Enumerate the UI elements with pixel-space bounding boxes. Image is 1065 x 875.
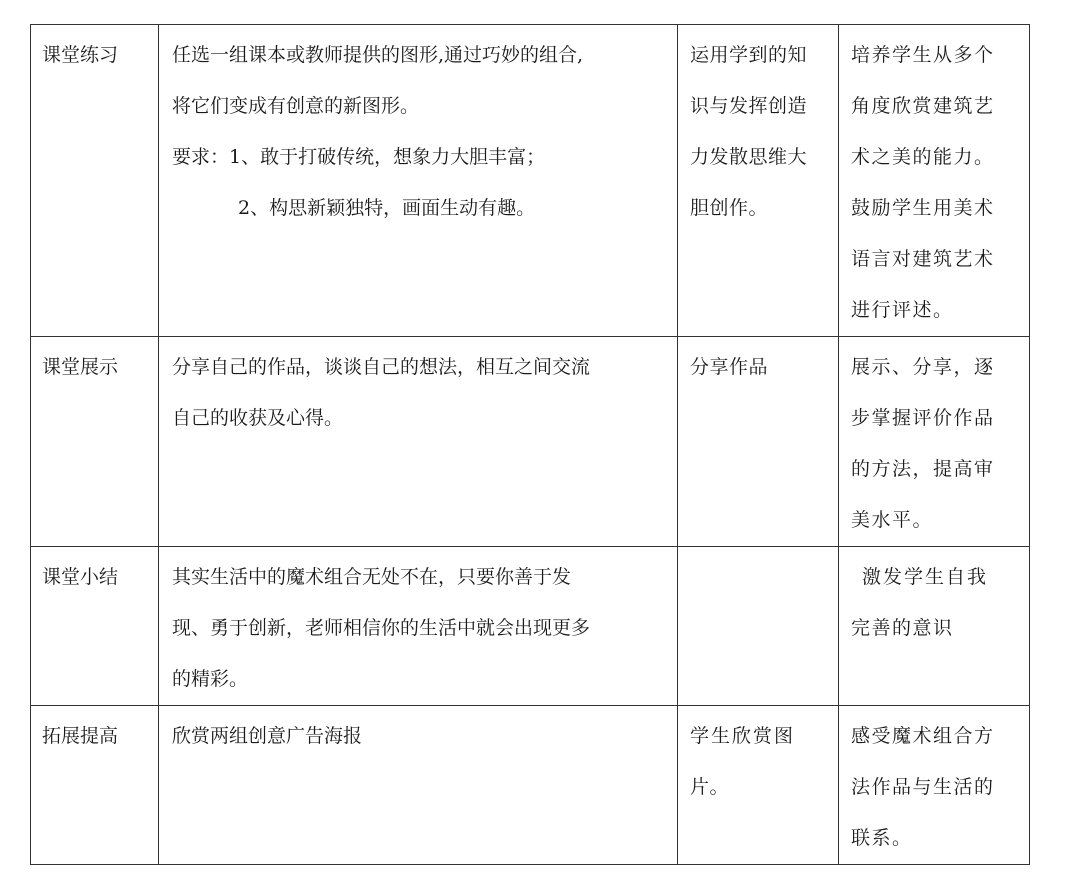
- content-line: 分享自己的作品，谈谈自己的想法，相互之间交流: [172, 356, 591, 378]
- content-line: 将它们变成有创意的新图形。: [172, 95, 420, 117]
- student-activity-cell: [678, 337, 839, 547]
- student-line: 学生欣赏图: [690, 725, 796, 747]
- content-cell: [159, 337, 678, 547]
- content-cell: [159, 25, 678, 337]
- content-line: 现、勇于创新，老师相信你的生活中就会出现更多: [172, 617, 591, 639]
- purpose-line: 展示、分享，逐: [851, 356, 995, 378]
- purpose-line: 法作品与生活的: [851, 776, 995, 798]
- purpose-cell: [839, 706, 1030, 865]
- content-line: 其实生活中的魔术组合无处不在，只要你善于发: [172, 566, 572, 588]
- purpose-line: 培养学生从多个: [851, 44, 995, 66]
- student-line: 片。: [690, 776, 730, 798]
- stage-cell: [31, 706, 159, 865]
- student-activity-cell: [678, 547, 839, 706]
- stage-label: 课堂练习: [42, 44, 119, 66]
- purpose-line: 鼓励学生用美术: [851, 197, 995, 219]
- purpose-line: 角度欣赏建筑艺: [851, 95, 995, 117]
- purpose-cell: [839, 337, 1030, 547]
- student-line: 力发散思维大: [690, 146, 808, 168]
- student-activity-cell: [678, 25, 839, 337]
- content-line: 2、构思新颖独特，画面生动有趣。: [238, 197, 536, 219]
- purpose-line: 术之美的能力。: [851, 146, 995, 168]
- content-line: 的精彩。: [172, 668, 249, 690]
- student-line: 运用学到的知: [690, 44, 808, 66]
- student-activity-cell: [678, 706, 839, 865]
- content-cell: [159, 547, 678, 706]
- table-row: [31, 706, 1030, 865]
- table-row: [31, 547, 1030, 706]
- student-line: 识与发挥创造: [690, 95, 808, 117]
- content-cell: [159, 706, 678, 865]
- purpose-line: 激发学生自我: [862, 566, 989, 588]
- stage-cell: [31, 547, 159, 706]
- purpose-line: 进行评述。: [851, 299, 954, 321]
- stage-label: 拓展提高: [42, 725, 119, 747]
- content-line: 任选一组课本或教师提供的图形,通过巧妙的组合,: [172, 44, 584, 66]
- student-line: 分享作品: [690, 356, 769, 378]
- table-row: [31, 25, 1030, 337]
- content-line: 要求：1、敢于打破传统，想象力大胆丰富；: [172, 146, 546, 168]
- purpose-cell: [839, 547, 1030, 706]
- purpose-cell: [839, 25, 1030, 337]
- stage-label: 课堂小结: [42, 566, 119, 588]
- table-row: [31, 337, 1030, 547]
- lesson-plan-table: [30, 24, 1030, 865]
- stage-cell: [31, 25, 159, 337]
- purpose-line: 步掌握评价作品: [851, 407, 995, 429]
- content-line: 欣赏两组创意广告海报: [172, 725, 363, 747]
- purpose-line: 的方法，提高审: [851, 458, 995, 480]
- student-line: 胆创作。: [690, 197, 769, 219]
- purpose-line: 美水平。: [851, 509, 934, 531]
- purpose-line: 联系。: [851, 827, 913, 849]
- content-line: 自己的收获及心得。: [172, 407, 344, 429]
- purpose-line: 语言对建筑艺术: [851, 248, 995, 270]
- purpose-line: 完善的意识: [851, 617, 954, 639]
- purpose-line: 感受魔术组合方: [851, 725, 995, 747]
- stage-label: 课堂展示: [42, 356, 119, 378]
- stage-cell: [31, 337, 159, 547]
